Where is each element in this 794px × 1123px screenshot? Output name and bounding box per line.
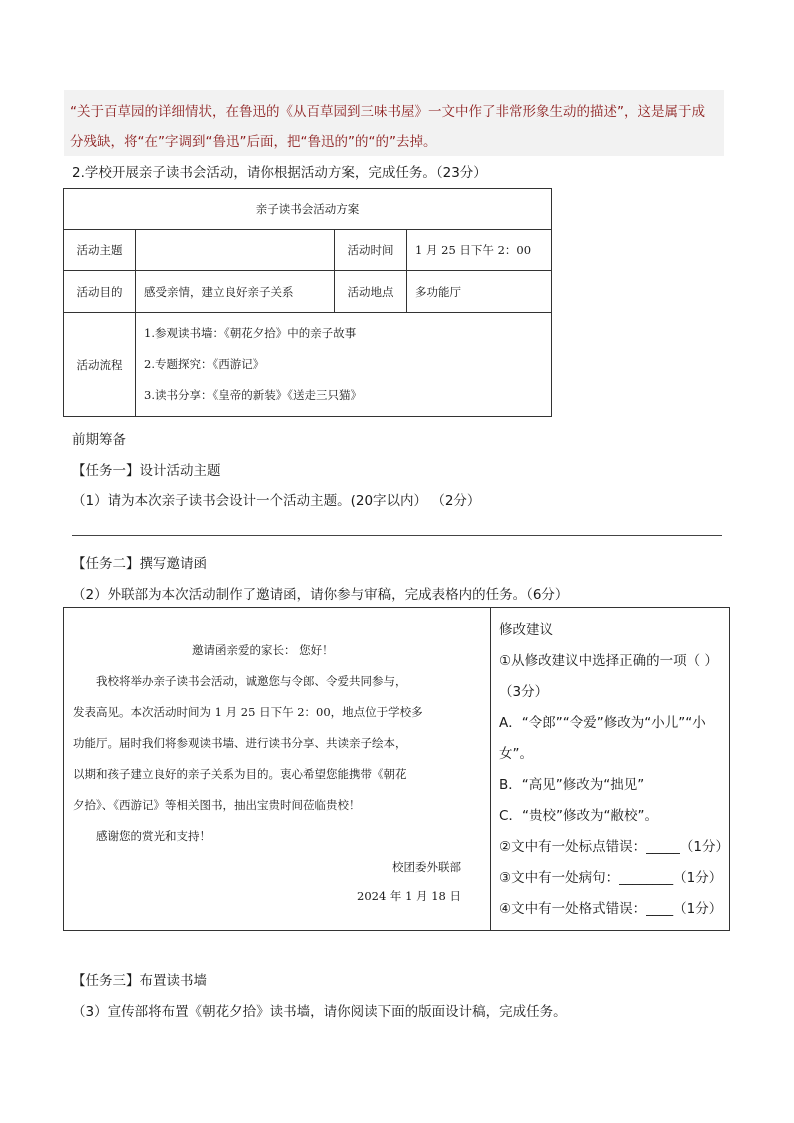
option-b: B．“高见”修改为“拙见”	[499, 777, 645, 793]
letter-signature: 校团委外联部	[392, 860, 461, 874]
letter-thanks: 感谢您的赏光和支持！	[96, 829, 211, 843]
answer-line-1: “关于百草园的详细情状，在鲁迅的《从百草园到三味书屋》一文中作了非常形象生动的描述”，这是属于成	[70, 104, 705, 120]
purpose-label: 活动目的	[64, 271, 136, 313]
option-a-line-1: A．“令郎”“令爱”修改为“小儿”“小	[499, 715, 706, 731]
suggestion-q2: ②文中有一处标点错误：_____（1分）	[499, 839, 729, 855]
question-2: 2.学校开展亲子读书会活动，请你根据活动方案，完成任务。（23分）	[72, 165, 487, 181]
purpose-value: 感受亲情，建立良好亲子关系	[136, 271, 335, 313]
suggestion-q4: ④文中有一处格式错误：____（1分）	[499, 901, 723, 917]
answer-line-2: 分残缺，将“在”字调到“鲁迅”后面，把“鲁迅的”的“的”去掉。	[70, 134, 437, 150]
suggestions-title: 修改建议	[499, 622, 554, 638]
task1-heading: 【任务一】设计活动主题	[72, 463, 221, 479]
answer-explanation	[70, 97, 722, 157]
suggestions-cell	[491, 608, 730, 931]
letter-greeting: 邀请函亲爱的家长： 您好！	[192, 643, 334, 657]
invitation-review-table	[63, 607, 730, 931]
time-value: 1 月 25 日下午 2：00	[407, 230, 552, 271]
option-c: C．“贵校”修改为“敝校”。	[499, 808, 658, 824]
option-a-line-2: 女”。	[499, 746, 534, 762]
flow-list	[136, 313, 552, 417]
invitation-letter	[65, 609, 469, 929]
flow-label: 活动流程	[64, 313, 136, 417]
activity-plan-table	[63, 188, 552, 417]
place-label: 活动地点	[335, 271, 407, 313]
letter-body-line: 以期和孩子建立良好的亲子关系为目的。衷心希望您能携带《朝花	[73, 767, 407, 781]
task1-question: （1）请为本次亲子读书会设计一个活动主题。(20字以内） （2分）	[72, 493, 481, 509]
place-value: 多功能厅	[407, 271, 552, 313]
letter-date: 2024 年 1 月 18 日	[357, 889, 461, 903]
flow-item: 2.专题探究：《西游记》	[144, 357, 265, 371]
suggestion-q1: ①从修改建议中选择正确的一项（ ）	[499, 653, 718, 669]
letter-body-line: 功能厅。届时我们将参观读书墙、进行读书分享、共读亲子绘本，	[73, 736, 407, 750]
letter-body-line: 我校将举办亲子读书会活动，诚邀您与令郎、令爱共同参与，	[96, 674, 407, 688]
suggestion-q3: ③文中有一处病句：________（1分）	[499, 870, 723, 886]
theme-value[interactable]	[136, 230, 335, 271]
invitation-letter-cell	[64, 608, 491, 931]
task2-heading: 【任务二】撰写邀请函	[72, 556, 207, 572]
task3-question: （3）宣传部将布置《朝花夕拾》读书墙，请你阅读下面的版面设计稿，完成任务。	[72, 1004, 567, 1020]
plan-title: 亲子读书会活动方案	[64, 189, 552, 230]
prep-heading: 前期筹备	[72, 432, 126, 448]
flow-item: 3.读书分享：《皇帝的新装》《送走三只猫》	[144, 388, 362, 402]
time-label: 活动时间	[335, 230, 407, 271]
task2-question: （2）外联部为本次活动制作了邀请函，请你参与审稿，完成表格内的任务。（6分）	[72, 587, 569, 603]
letter-body-line: 夕拾》、《西游记》等相关图书，抽出宝贵时间莅临贵校！	[73, 798, 361, 812]
flow-item: 1.参观读书墙：《朝花夕拾》中的亲子故事	[144, 326, 357, 340]
answer-line[interactable]	[72, 535, 722, 536]
letter-body-line: 发表高见。本次活动时间为 1 月 25 日下午 2：00，地点位于学校多	[73, 705, 423, 719]
theme-label: 活动主题	[64, 230, 136, 271]
suggestion-q1-score: （3分）	[499, 684, 549, 700]
task3-heading: 【任务三】布置读书墙	[72, 973, 207, 989]
